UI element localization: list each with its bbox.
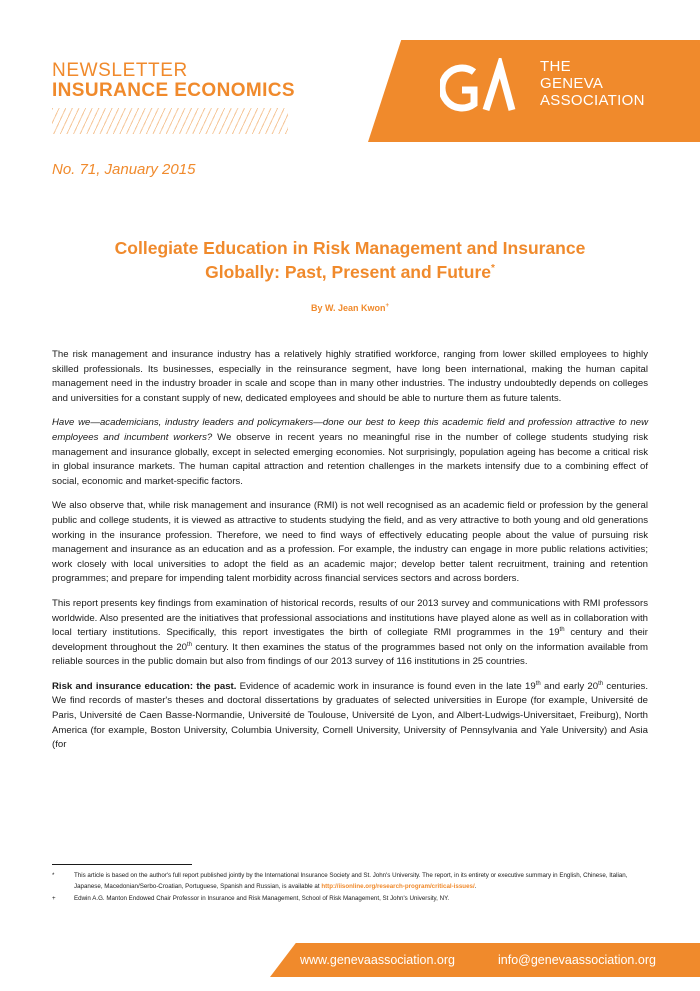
issue-number: No. 71, January 2015 (52, 161, 196, 178)
superscript-th: th (187, 641, 193, 648)
decorative-hatch (52, 108, 288, 134)
paragraph-2-text: We observe in recent years no meaningful rise in the number of college students studying risk management and insurance globally, except in selected emerging economies. Not surprisingly, population ageing has become a critical risk in global insurance markets. The human capital attraction and retention challenges in the markets intensify due to a combining effect of social, economic and market-specific factors. (52, 431, 648, 487)
paragraph-1: The risk management and insurance industry has a relatively highly stratified workforce, ranging from lower skilled employees to highly skilled professionals. Its businesses, especially in the reinsurance segment, have long been international, making the human capital management need in the industry broader in scale and scope than in many other industries. The industry undoubtedly depends on colleges and universities for a constant supply of new, dedicated employees and should be able to nurture them as future talents. (52, 349, 648, 404)
article-title-line2-text: Globally: Past, Present and Future (205, 262, 491, 282)
paragraph-5-part-b: and early 20 (540, 680, 599, 692)
superscript-th: th (598, 680, 604, 687)
logo-wordmark (540, 58, 645, 109)
paragraph-4-part-a: This report presents key findings from examination of historical records, results of our 2013 survey and communications with RMI professors worldwide. Also presented are the initiatives that professional associations and institutions have played alone as well as in collaboration with local tertiary institutions. Specifically, this report investigates the birth of collegiate RMI programmes in the 19 (52, 597, 648, 639)
footnotes (52, 871, 648, 907)
author-name: By W. Jean Kwon (310, 303, 386, 313)
footnote-1-text: This article is based on the author's full report published jointly by the International Insurance Society and St. John's University. The report, in its entirety or executive summary in English, Chinese, Italian, Japanese, Macedonian/Serbo-Croatian, Portuguese, Spanish and Russian, is available at (74, 872, 628, 890)
newsletter-title (52, 61, 295, 101)
superscript-th: th (559, 626, 565, 633)
footnote-divider (52, 864, 192, 865)
article-title-line1: Collegiate Education in Risk Management and Insurance (114, 238, 586, 258)
footer-website-link[interactable]: www.genevaassociation.org (300, 953, 455, 967)
logo-line-geneva: GENEVA (540, 75, 604, 92)
footer-email-link[interactable]: info@genevaassociation.org (498, 953, 656, 967)
article-body (52, 348, 648, 763)
logo-banner (368, 40, 700, 142)
geneva-association-logo-icon (440, 58, 520, 118)
paragraph-4-part-c: century. It then examines the status of the programmes based not only on the information available from reliable sources in the public domain but also from findings of our 2013 survey of 116 institutions in 25 countries. (52, 641, 648, 668)
paragraph-5-part-c: centuries. We find records of master's theses and doctoral dissertations by graduates of selected universities in Europe (for example, Université de Paris, Université de Caen Basse-Normandie, Université de Toulouse, Université de Lyon, and Albert-Ludwigs-Universitaet, Freiburg), North America (for example, Boston University, Columbia University, Cornell University, University of Pennsylvania and Yale University) and Asia (for (52, 680, 648, 751)
article-title-line2 (52, 260, 648, 284)
paragraph-4 (52, 597, 648, 670)
footnote-text (74, 871, 648, 892)
logo-line-association: ASSOCIATION (540, 92, 645, 109)
page-header (0, 0, 700, 150)
article-title (52, 236, 648, 284)
footnote-text: Edwin A.G. Manton Endowed Chair Professor in Insurance and Risk Management, School of Risk Management, St John's University, NY. (74, 895, 450, 902)
newsletter-label: NEWSLETTER (52, 60, 188, 81)
paragraph-3: We also observe that, while risk management and insurance (RMI) is not well recognised as an academic field or profession by the general public and college students, it is viewed as attractive to students studying the field, and as very attractive to both young and old generations working in the insurance profession. Therefore, we need to find ways of effectively educating people about the value of pursuing risk management and insurance as an education and as a profession. For example, the industry can engage in more public relations activities; work closely with local universities to adopt the field as an academic major; develop better talent recruitment, training and retention programmes; and prepare for impending talent morbidity across financial services sectors and across borders. (52, 500, 648, 585)
footnote-1 (52, 871, 648, 892)
footnote-link[interactable]: http://iisonline.org/research-program/critical-issues/ (321, 882, 475, 890)
paragraph-5-part-a: Evidence of academic work in insurance is found even in the late 19 (236, 680, 536, 692)
footnote-mark: + (52, 895, 56, 902)
paragraph-5 (52, 680, 648, 753)
paragraph-2 (52, 416, 648, 489)
superscript-th: th (535, 680, 541, 687)
section-lead: Risk and insurance education: the past. (52, 680, 237, 692)
article-author (52, 303, 648, 313)
paragraph-4-part-b: century and their development throughout the 20 (52, 627, 648, 653)
title-footnote-mark: * (491, 263, 495, 275)
paragraph-2-question: Have we—academicians, industry leaders and policymakers—done our best to keep this academic field and profession attractive to new employees and incumbent workers? (52, 417, 648, 443)
newsletter-series: INSURANCE ECONOMICS (52, 80, 296, 101)
logo-line-the: THE (540, 58, 571, 75)
author-footnote-mark: + (385, 303, 390, 309)
footnote-mark: * (52, 872, 55, 879)
footnote-1-tail: . (474, 882, 477, 890)
footnote-2 (52, 894, 648, 905)
